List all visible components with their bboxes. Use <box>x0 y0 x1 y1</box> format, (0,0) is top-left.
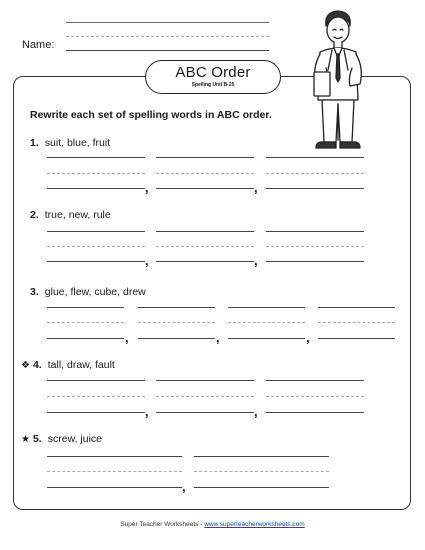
footer-brand: Super Teacher Worksheets <box>120 521 199 528</box>
item-2-top-line-3 <box>266 231 364 232</box>
item-2-answer-line-3[interactable] <box>266 261 364 262</box>
item-1-number: 1. <box>30 137 39 149</box>
item-1-answer-line-3[interactable] <box>266 188 364 189</box>
item-3-answer-line-4[interactable] <box>318 338 395 339</box>
item-3-dash-line-1 <box>47 322 124 323</box>
comma: , <box>182 479 186 494</box>
item-5-number: 5. <box>32 433 42 445</box>
item-4-dash-line-3 <box>266 396 364 397</box>
star-icon: ★ <box>21 434 30 445</box>
item-4-answer-line-1[interactable] <box>47 412 145 413</box>
footer <box>0 521 425 528</box>
item-3-top-line-3 <box>228 307 305 308</box>
item-4 <box>21 359 115 371</box>
item-5-top-line-2 <box>194 456 329 457</box>
page-title: ABC Order <box>175 64 251 81</box>
item-5-answer-line-1[interactable] <box>47 487 182 488</box>
item-3-number: 3. <box>30 286 39 298</box>
comma: , <box>145 253 149 268</box>
item-1-words: suit, blue, fruit <box>44 137 111 149</box>
item-5-top-line-1 <box>47 456 182 457</box>
item-5-answer-line-2[interactable] <box>194 487 329 488</box>
name-input-line[interactable] <box>66 50 269 51</box>
item-3-top-line-4 <box>318 307 395 308</box>
item-4-words: tall, draw, fault <box>47 359 115 371</box>
item-4-answer-line-3[interactable] <box>266 412 364 413</box>
page-subtitle: Spelling Unit B-25 <box>191 82 235 88</box>
instructions: Rewrite each set of spelling words in ABC order. <box>30 109 272 121</box>
item-2-number: 2. <box>30 209 39 221</box>
item-3-top-line-2 <box>138 307 215 308</box>
item-2-answer-line-2[interactable] <box>156 261 254 262</box>
item-3-words: glue, flew, cube, drew <box>44 286 146 298</box>
item-4-top-line-3 <box>266 380 364 381</box>
comma: , <box>254 404 258 419</box>
item-4-number: 4. <box>32 359 42 371</box>
item-1-dash-line-1 <box>47 173 145 174</box>
item-3-dash-line-4 <box>318 322 395 323</box>
item-5 <box>21 433 102 445</box>
comma: , <box>254 253 258 268</box>
item-1 <box>30 137 110 149</box>
item-4-answer-line-2[interactable] <box>156 412 254 413</box>
item-2 <box>30 209 111 221</box>
item-5-words: screw, juice <box>47 433 103 445</box>
item-1-dash-line-3 <box>266 173 364 174</box>
item-3-dash-line-2 <box>138 322 215 323</box>
comma: , <box>145 180 149 195</box>
item-2-top-line-2 <box>156 231 254 232</box>
teacher-illustration-icon <box>302 8 374 158</box>
item-1-top-line-1 <box>47 157 145 158</box>
footer-separator: - <box>200 521 203 528</box>
item-1-dash-line-2 <box>156 173 254 174</box>
item-4-top-line-1 <box>47 380 145 381</box>
name-dashed-line <box>66 36 269 37</box>
item-4-top-line-2 <box>156 380 254 381</box>
item-1-top-line-3 <box>266 157 364 158</box>
footer-link[interactable]: www.superteacherworksheets.com <box>204 521 305 528</box>
item-4-dash-line-2 <box>156 396 254 397</box>
item-3 <box>30 286 146 298</box>
item-1-answer-line-2[interactable] <box>156 188 254 189</box>
item-5-dash-line-2 <box>194 471 329 472</box>
item-1-answer-line-1[interactable] <box>47 188 145 189</box>
name-top-line <box>66 22 269 23</box>
title-badge <box>145 60 281 94</box>
comma: , <box>216 330 220 345</box>
item-2-answer-line-1[interactable] <box>47 261 145 262</box>
item-3-answer-line-3[interactable] <box>228 338 305 339</box>
item-5-dash-line-1 <box>47 471 182 472</box>
comma: , <box>254 180 258 195</box>
item-2-top-line-1 <box>47 231 145 232</box>
item-3-answer-line-2[interactable] <box>138 338 215 339</box>
item-4-dash-line-1 <box>47 396 145 397</box>
comma: , <box>145 404 149 419</box>
item-2-dash-line-3 <box>266 246 364 247</box>
diamond-icon: ❖ <box>21 360 30 371</box>
item-3-dash-line-3 <box>228 322 305 323</box>
comma: , <box>125 330 129 345</box>
item-1-top-line-2 <box>156 157 254 158</box>
item-3-answer-line-1[interactable] <box>47 338 124 339</box>
name-label: Name: <box>22 39 55 51</box>
item-2-dash-line-1 <box>47 246 145 247</box>
item-2-words: true, new, rule <box>44 209 111 221</box>
comma: , <box>306 330 310 345</box>
item-3-top-line-1 <box>47 307 124 308</box>
item-2-dash-line-2 <box>156 246 254 247</box>
